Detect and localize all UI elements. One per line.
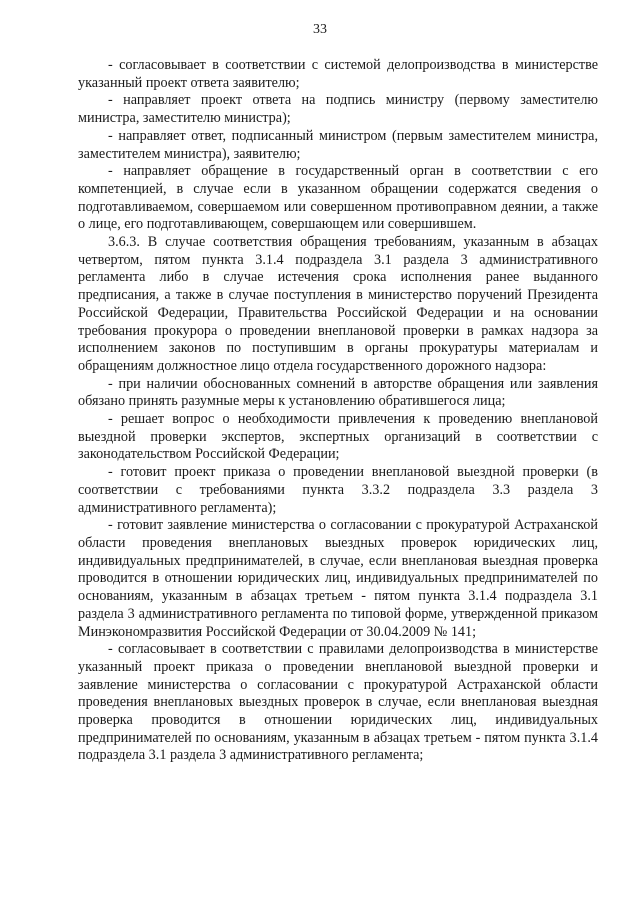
paragraph: - направляет проект ответа на подпись министру (первому заместителю министра, заместителю министра); — [78, 92, 598, 127]
paragraph: - согласовывает в соответствии с правилами делопроизводства в министерстве указанный проект приказа о проведении внеплановой выездной проверки и заявление министерства о согласовании с прокуратурой Астраханской области проведения внеплановых выездных проверок в случае, если внеплановая выездная проверка проводится в отношении юридических лиц, индивидуальных предпринимателей по основаниям, указанным в абзацах третьем - пятом пункта 3.1.4 подраздела 3.1 раздела 3 административного регламента; — [78, 641, 598, 764]
paragraph: - решает вопрос о необходимости привлечения к проведению внеплановой выездной проверки экспертов, экспертных организаций в соответствии с законодательством Российской Федерации; — [78, 411, 598, 463]
paragraph: - готовит заявление министерства о согласовании с прокуратурой Астраханской области проведения внеплановых выездных проверок юридических лиц, индивидуальных предпринимателей, в случае, если внеплановая выездная проверка проводится в отношении юридических лиц, индивидуальных предпринимателей по основаниям, указанным в абзацах третьем - пятом пункта 3.1.4 подраздела 3.1 раздела 3 административного регламента по типовой форме, утвержденной приказом Минэкономразвития Российской Федерации от 30.04.2009 № 141; — [78, 517, 598, 640]
document-body — [78, 57, 598, 765]
page-number: 33 — [313, 22, 327, 37]
paragraph: - при наличии обоснованных сомнений в авторстве обращения или заявления обязано принять разумные меры к установлению обратившегося лица; — [78, 375, 598, 410]
paragraph: - направляет обращение в государственный орган в соответствии с его компетенцией, в случае если в указанном обращении содержатся сведения о подготавливаемом, совершаемом или совершенном противоправном деянии, а также о лице, его подготавливающем, совершающем или совершившем. — [78, 163, 598, 233]
paragraph: - готовит проект приказа о проведении внеплановой выездной проверки (в соответствии с требованиями пункта 3.3.2 подраздела 3.3 раздела 3 административного регламента); — [78, 464, 598, 516]
paragraph: - направляет ответ, подписанный министром (первым заместителем министра, заместителем министра), заявителю; — [78, 127, 598, 162]
paragraph: - согласовывает в соответствии с системой делопроизводства в министерстве указанный проект ответа заявителю; — [78, 57, 598, 91]
paragraph: 3.6.3. В случае соответствия обращения требованиям, указанным в абзацах четвертом, пятом пункта 3.1.4 подраздела 3.1 раздела 3 административного регламента либо в случае истечения срока исполнения ранее выданного предписания, а также в случае поступления в министерство поручений Президента Российской Федерации, Правительства Российской Федерации и на основании требования прокурора о проведении внеплановой проверки в рамках надзора за исполнением законов по поступившим в органы прокуратуры материалам и обращениям должностное лицо отдела государственного дорожного надзора: — [78, 234, 598, 374]
